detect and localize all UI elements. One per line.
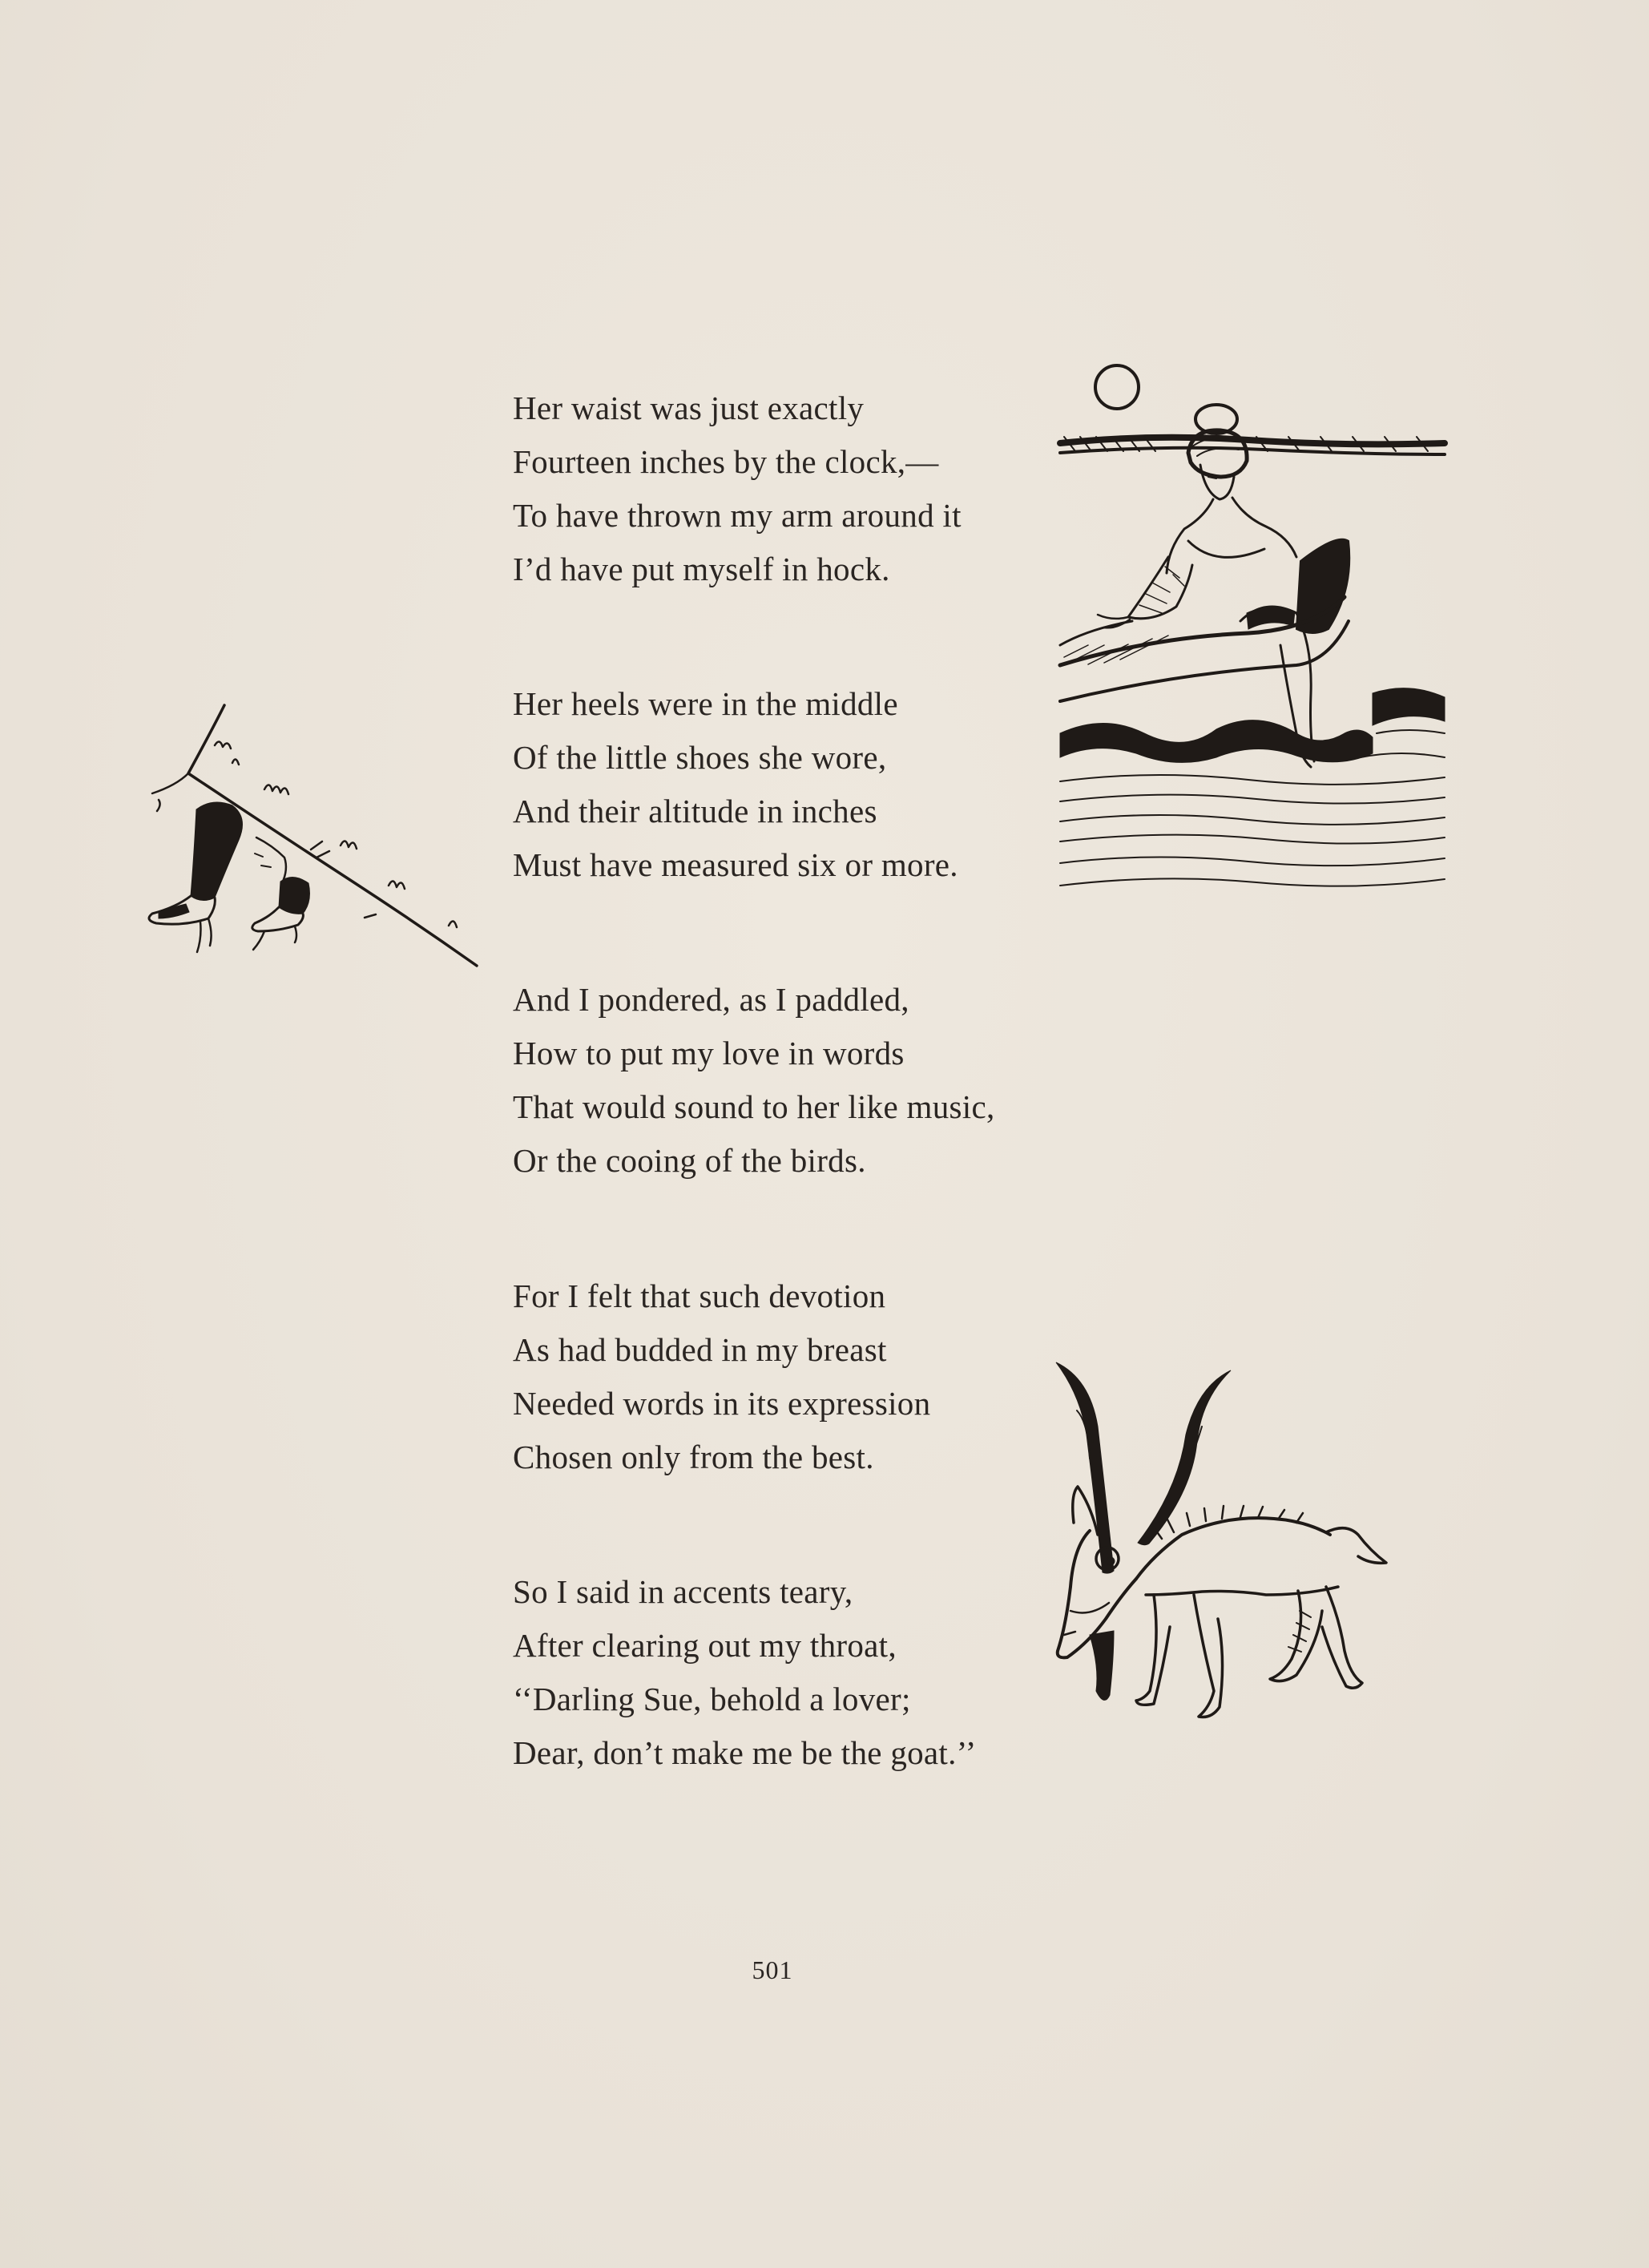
poem-line: ‘‘Darling Sue, behold a lover; [513, 1681, 911, 1717]
poem-line: Or the cooing of the birds. [513, 1142, 866, 1179]
stanza-5 [513, 1565, 977, 1780]
poem-line: Her heels were in the middle [513, 685, 898, 722]
poem-line: And I pondered, as I paddled, [513, 981, 909, 1018]
poem-line: Dear, don’t make me be the goat.’’ [513, 1734, 977, 1771]
poem-line: Needed words in its expression [513, 1385, 931, 1422]
poem-line: To have thrown my arm around it [513, 497, 962, 534]
poem-line: Must have measured six or more. [513, 846, 958, 883]
poem-line: Chosen only from the best. [513, 1439, 874, 1475]
poem-line: How to put my love in words [513, 1035, 905, 1071]
stanza-3 [513, 973, 995, 1188]
stanza-2 [513, 677, 958, 892]
poem-line: Of the little shoes she wore, [513, 739, 887, 776]
poem-line: So I said in accents teary, [513, 1573, 853, 1610]
poem-line: Her waist was just exactly [513, 389, 865, 426]
woman-in-canoe-illustration [1056, 357, 1449, 918]
stanza-4 [513, 1269, 930, 1484]
feet-climbing-hill-illustration [112, 697, 489, 986]
page-number: 501 [752, 1955, 793, 1984]
stanza-1 [513, 381, 962, 596]
poem-line: For I felt that such devotion [513, 1277, 886, 1314]
poem-line: That would sound to her like music, [513, 1088, 995, 1125]
poem-line: Fourteen inches by the clock,— [513, 443, 939, 480]
poem-line: I’d have put myself in hock. [513, 551, 890, 587]
poem-line: After clearing out my throat, [513, 1627, 897, 1664]
poem-line: And their altitude in inches [513, 793, 877, 829]
poem-line: As had budded in my breast [513, 1331, 887, 1368]
goat-illustration [1042, 1354, 1442, 1803]
